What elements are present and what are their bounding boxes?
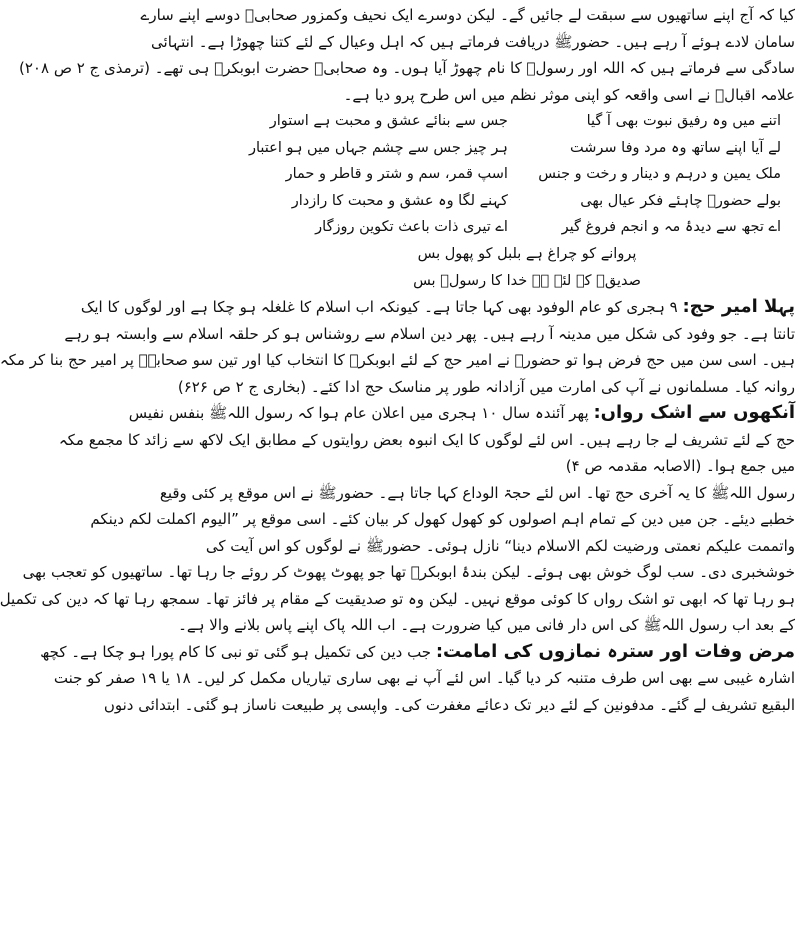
poem-couplets: [219, 108, 795, 241]
text-line: میں جمع ہوا۔ (الاصابہ مقدمہ ص ۴): [565, 457, 795, 476]
poem-misra: ہر چیز جس سے چشم جہاں میں ہو اعتبار: [249, 139, 508, 156]
section-illness: [40, 639, 795, 719]
poem-misra: اے تجھ سے دیدۂ مہ و انجم فروغ گیر: [561, 219, 781, 236]
poem-misra: اے تیری ذات باعث تکوین روزگار: [315, 219, 508, 236]
text-line: [80, 294, 795, 321]
text-line: اشارہ غیبی سے بھی اس طرف متنبہ کر دیا گیا۔ اس لئے آپ نے بھی ساری تیاریاں مکمل کر لیں۔ ۱۸ یا ۱۹ صفر کو جنت: [53, 669, 795, 688]
text-line: کے بعد اب رسول اللہﷺ کی اس دار فانی میں کیا ضرورت ہے۔ اب اللہ پاک اپنے پاس بلانے والا ہے۔: [178, 616, 795, 635]
poem-closing-verse: صدیقؓ کے لئے ہے خدا کا رسولؐ بس: [413, 272, 641, 289]
poem-misra: اسپ قمر، سم و شتر و قاطر و حمار: [285, 166, 508, 183]
section-tears: [0, 400, 795, 639]
section-text: ۹ ہجری کو عام الوفود بھی کہا جاتا ہے۔ کیونکہ اب اسلام کا غلغلہ ہو چکا ہے اور لوگوں کا ایک: [80, 298, 678, 317]
poem-closing-verse: پروانے کو چراغ ہے بلبل کو پھول بس: [417, 245, 637, 262]
section-first-hajj: [0, 294, 795, 400]
poem-misra: جس سے بنائے عشق و محبت ہے استوار: [269, 113, 508, 129]
text-line: ہیں۔ اسی سن میں حج فرض ہوا تو حضورﷺ نے امیر حج کے لئے ابوبکرؓ کا انتخاب کیا اور تین سو صحابہؓ پر امیر حج بنا کر مکہ: [0, 351, 795, 370]
text-line: تانتا ہے۔ جو وفود کی شکل میں مدینہ آ رہے ہیں۔ پھر دین اسلام سے روشناس ہو کر حلقہ اسلام سے وابستہ ہو رہے: [64, 324, 795, 343]
section-heading: آنکھوں سے اشک رواں:: [593, 402, 795, 424]
poem-misra: ملک یمین و درہم و دینار و رخت و جنس: [538, 166, 781, 183]
poem-misra: اتنے میں وہ رفیق نبوت بھی آ گیا: [586, 113, 781, 129]
section-text: پھر آئندہ سال ۱۰ ہجری میں اعلان عام ہوا کہ رسول اللہﷺ بنفس نفیس: [128, 404, 589, 423]
text-line: خطبے دیئے۔ جن میں دین کے تمام اہم اصولوں کو کھول کھول کر بیان کئے۔ اسی موقع پر ”الیوم اکملت لکم دینکم: [90, 510, 795, 529]
text-line: ہو رہا تھا کہ ابھی تو اشک رواں کا کوئی موقع نہیں۔ لیکن وہ تو صدیقیت کے مقام پر فائز تھا۔ سمجھ رہا تھا کہ دین کی تکمیل: [0, 589, 795, 608]
text-line: رسول اللہﷺ کا یہ آخری حج تھا۔ اس لئے حجۃ الوداع کہا جاتا ہے۔ حضورﷺ نے اس موقع پر کئی وقیع: [159, 483, 795, 502]
text-line: کیا کہ آج اپنے ساتھیوں سے سبقت لے جائیں گے۔ لیکن دوسرے ایک نحیف وکمزور صحابیؓ دوسے اپنے سارے: [140, 6, 795, 24]
opening-paragraph: [19, 2, 795, 108]
poem-misra: بولے حضورؐ چاہئے فکر عیال بھی: [580, 192, 781, 209]
text-line: روانہ کیا۔ مسلمانوں نے آپ کی امارت میں آزادانہ طور پر مناسک حج ادا کئے۔ (بخاری ج ۲ ص ۶۲۶): [177, 377, 795, 396]
poem-misra: کہنے لگا وہ عشق و محبت کا رازدار: [291, 192, 508, 209]
section-text: جب دین کی تکمیل ہو گئی تو نبی کا کام پورا ہو چکا ہے۔ کچھ: [40, 642, 432, 661]
text-line: سامان لادے ہوئے آ رہے ہیں۔ حضورﷺ دریافت فرماتے ہیں کہ اہل وعیال کے لئے کتنا چھوڑا ہے۔ انتہائی: [151, 32, 795, 51]
poem-misra: لے آیا اپنے ساتھ وہ مرد وفا سرشت: [570, 139, 781, 156]
text-line: سادگی سے فرماتے ہیں کہ اللہ اور رسولﷺ کا نام چھوڑ آیا ہوں۔ وہ صحابیؓ حضرت ابوبکرؓ ہی تھے۔ (ترمذی ج ۲ ص ۲۰۸): [19, 59, 795, 77]
text-line: [128, 400, 795, 427]
text-line: خوشخبری دی۔ سب لوگ خوش بھی ہوئے۔ لیکن بندۂ ابوبکرؓ تھا جو پھوٹ پھوٹ کر روئے جا رہا تھا۔ ساتھیوں کو تعجب بھی: [22, 563, 795, 582]
section-heading: پہلا امیر حج:: [682, 296, 795, 318]
section-heading: مرض وفات اور سترہ نمازوں کی امامت:: [435, 640, 795, 662]
text-line: [40, 639, 795, 666]
text-line: حج کے لئے تشریف لے جا رہے ہیں۔ اس لئے لوگوں کا ایک انبوہ بعض روایتوں کے مطابق ایک لاکھ سے زائد کا مجمع مکہ: [58, 430, 795, 449]
text-line: واتممت علیکم نعمتی ورضیت لکم الاسلام دینا“ نازل ہوئی۔ حضورﷺ نے لوگوں کو اس آیت کی: [205, 536, 795, 555]
text-line: علامہ اقبالؒ نے اسی واقعہ کو اپنی موثر نظم میں اس طرح پرو دیا ہے۔: [343, 85, 795, 104]
text-line: البقیع تشریف لے گئے۔ مدفونین کے لئے دیر تک دعائے مغفرت کی۔ واپسی پر طبیعت ناساز ہو گئی۔ ابتدائی دنوں: [103, 695, 795, 714]
